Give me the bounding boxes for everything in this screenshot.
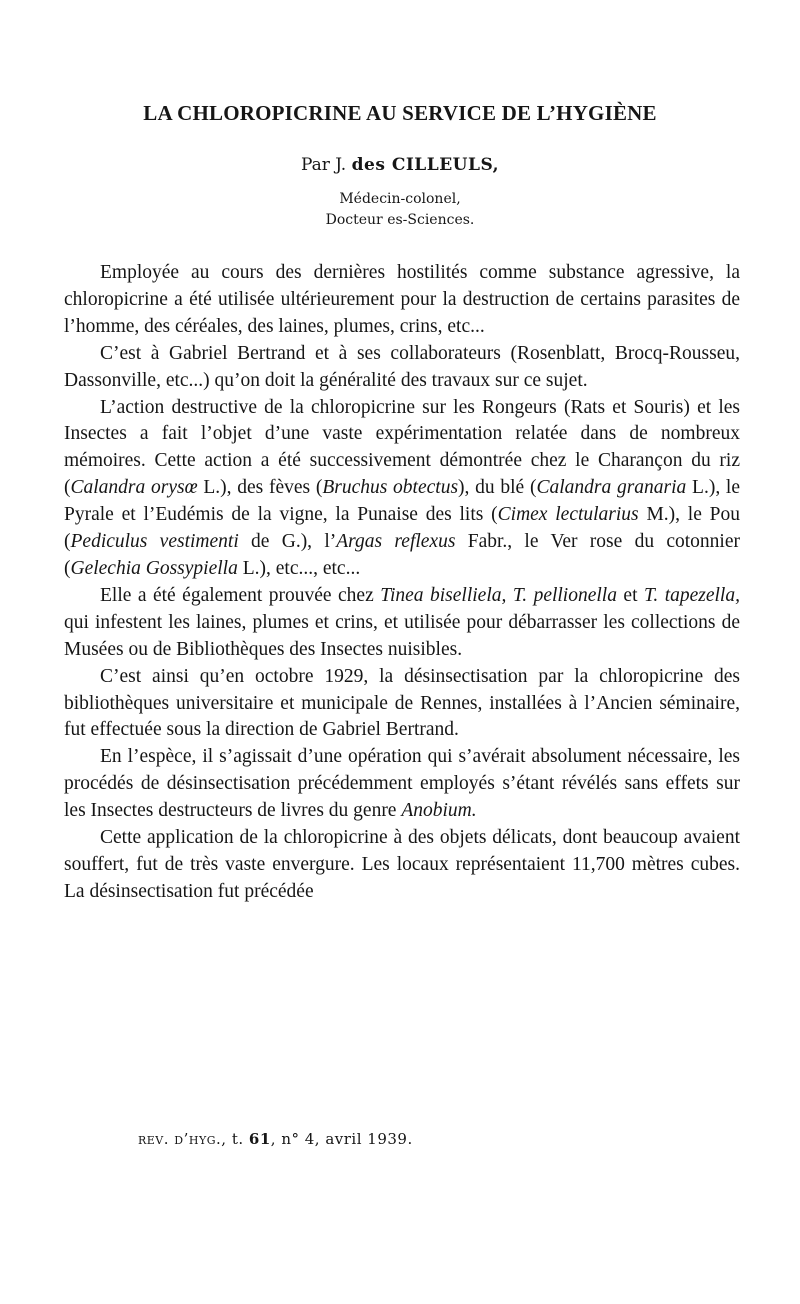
text-run: Elle a été également prouvée chez bbox=[100, 584, 381, 606]
text-run: Fabr., le Ver rose du cotonnier ( bbox=[64, 531, 741, 579]
genus-name: Anobium. bbox=[401, 800, 477, 822]
article-body bbox=[64, 260, 740, 906]
species-name: T. tapezella, bbox=[643, 584, 740, 606]
species-name: Calandra granaria bbox=[536, 477, 687, 499]
text-run: M.), le Pou ( bbox=[64, 504, 741, 553]
author-name: des CILLEULS, bbox=[351, 155, 500, 175]
text-run: ), du blé ( bbox=[458, 477, 537, 499]
journal-name: rev. d’hyg. bbox=[138, 1130, 222, 1148]
text-run: de G.), l’ bbox=[238, 531, 337, 553]
byline bbox=[150, 155, 650, 175]
species-name: Cimex lectularius bbox=[497, 504, 639, 526]
species-name: Bruchus obtectus bbox=[322, 477, 459, 499]
text-run: L.), le Pyrale et l’Eudémis de la vigne, la Punaise des lits ( bbox=[64, 477, 740, 526]
text-run: En l’espèce, il s’agissait d’une opération qui s’avérait absolument nécessaire, les procédés de désinsectisation précédemment employés s’étant révélés sans effets sur les Insectes destructeurs de livres du genre bbox=[64, 746, 740, 822]
text-run: L’action destructive de la chloropicrine sur les Rongeurs (Rats et Souris) et les Insectes a fait l’objet d’une vaste expérimentation relatée dans de nombreux mémoires. Cette action a été successivement démontrée chez le Charançon du riz ( bbox=[64, 396, 740, 499]
paragraph-3 bbox=[64, 395, 740, 583]
species-name: Tinea biselliela, T. pellionella bbox=[380, 584, 617, 606]
volume-number: 61 bbox=[248, 1130, 271, 1148]
affiliation-degree: Docteur es-Sciences. bbox=[325, 212, 475, 228]
issue-date: , n° 4, avril 1939. bbox=[270, 1130, 413, 1148]
text-run: L.), etc..., etc... bbox=[237, 557, 361, 579]
paragraph-1: Employée au cours des dernières hostilités comme substance agressive, la chloropicrine a été utilisée ultérieurement pour la destruction de certains parasites de l’homme, des céréales, des laines, plumes, crins, etc... bbox=[64, 262, 740, 337]
paragraph-6 bbox=[64, 744, 740, 825]
author-affiliation bbox=[150, 189, 650, 231]
text-run: L.), des fèves ( bbox=[197, 477, 323, 499]
paragraph-7: Cette application de la chloropicrine à des objets délicats, dont beaucoup avaient souffert, fut de très vaste envergure. Les locaux représentaient 11,700 mètres cubes. La désinsectisation fut précédée bbox=[64, 827, 740, 902]
species-name: Calandra orysœ bbox=[70, 477, 198, 499]
affiliation-rank: Médecin-colonel, bbox=[339, 191, 461, 207]
text-run: qui infestent les laines, plumes et crins, et utilisée pour débarrasser les collections de Musées ou de Bibliothèques des Insectes nuisibles. bbox=[64, 611, 740, 660]
paragraph-5: C’est ainsi qu’en octobre 1929, la désinsectisation par la chloropicrine des bibliothèques universitaire et municipale de Rennes, installées à l’Ancien séminaire, fut effectuée sous la direction de Gabriel Bertrand. bbox=[64, 665, 740, 741]
article-title: LA CHLOROPICRINE AU SERVICE DE L’HYGIÈNE bbox=[143, 101, 657, 125]
paragraph-2: C’est à Gabriel Bertrand et à ses collaborateurs (Rosenblatt, Brocq-Rousseu, Dassonville, etc...) qu’on doit la généralité des travaux sur ce sujet. bbox=[64, 342, 740, 391]
species-name: Pediculus vestimenti bbox=[70, 531, 239, 553]
text-run: et bbox=[616, 584, 644, 606]
species-name: Argas reflexus bbox=[336, 531, 456, 553]
paragraph-4 bbox=[64, 583, 740, 664]
citation-separator: , t. bbox=[221, 1130, 249, 1148]
journal-citation bbox=[138, 1130, 638, 1148]
species-name: Gelechia Gossypiella bbox=[70, 557, 238, 579]
byline-prefix: Par J. bbox=[300, 155, 352, 175]
